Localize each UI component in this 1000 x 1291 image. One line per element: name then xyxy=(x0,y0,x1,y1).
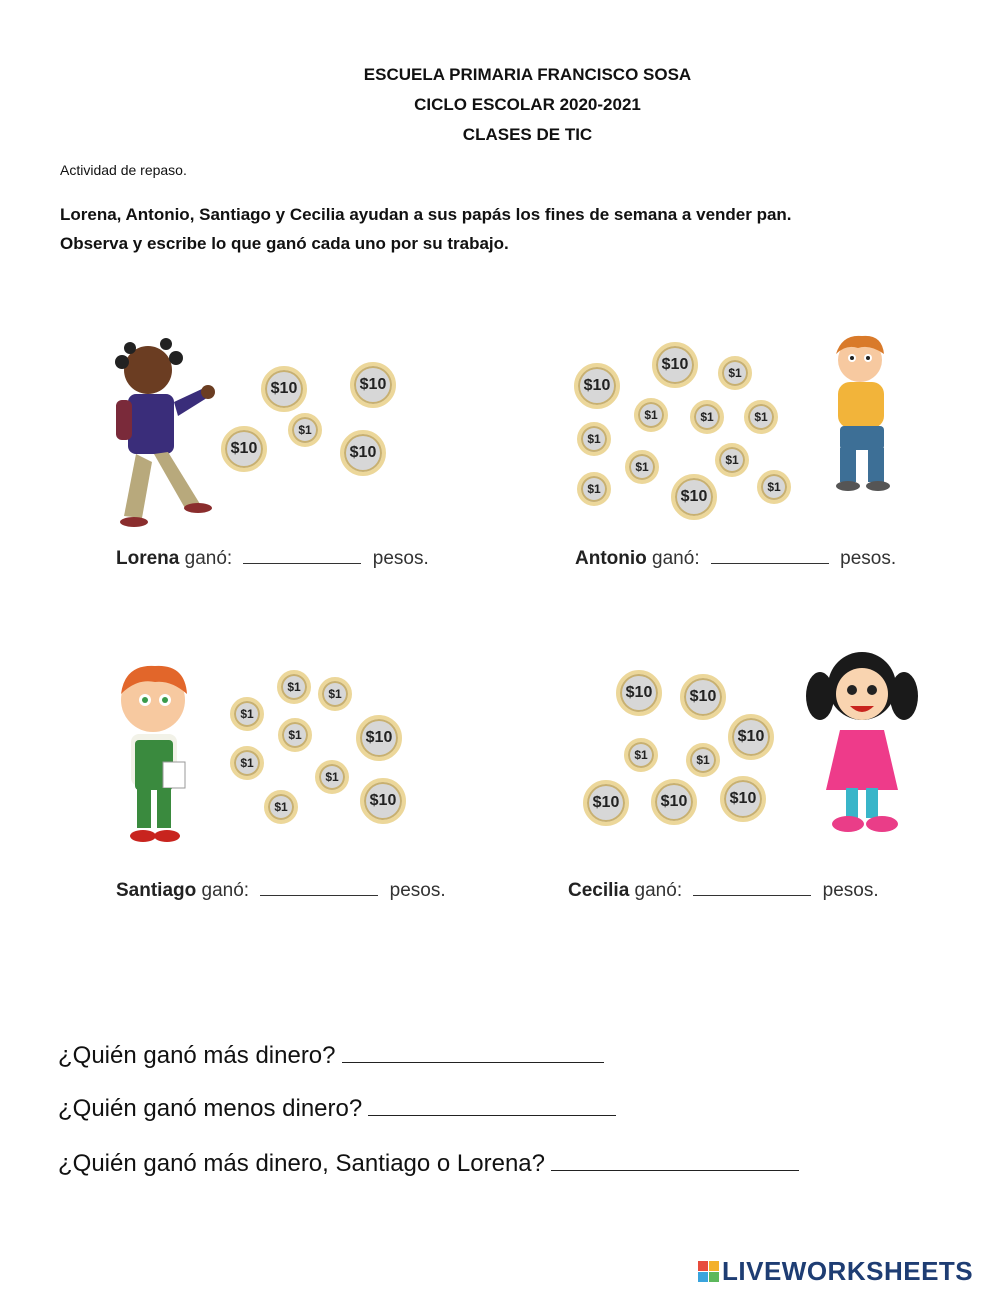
earned-word: ganó: xyxy=(184,548,233,569)
coin: $1 xyxy=(277,670,311,704)
coin: $10 xyxy=(261,366,307,412)
coin: $1 xyxy=(315,760,349,794)
answer-blank[interactable] xyxy=(260,894,378,896)
liveworksheets-logo xyxy=(698,1256,973,1287)
earned-word: ganó: xyxy=(201,880,250,901)
coin: $10 xyxy=(574,363,620,409)
question-text: ¿Quién ganó más dinero, Santiago o Lorena? xyxy=(58,1150,545,1177)
coin: $1 xyxy=(230,746,264,780)
answer-blank[interactable] xyxy=(693,894,811,896)
pesos-word: pesos. xyxy=(372,548,429,569)
coin: $10 xyxy=(651,779,697,825)
coin: $10 xyxy=(728,714,774,760)
coin: $1 xyxy=(318,677,352,711)
santiago-earned-line xyxy=(116,880,446,902)
coin: $1 xyxy=(625,450,659,484)
coin: $10 xyxy=(360,778,406,824)
coin: $1 xyxy=(577,422,611,456)
coin: $10 xyxy=(720,776,766,822)
coin: $1 xyxy=(624,738,658,772)
pesos-word: pesos. xyxy=(822,880,879,901)
kid-name: Lorena xyxy=(116,548,180,569)
coin: $1 xyxy=(686,743,720,777)
activity-label: Actividad de repaso. xyxy=(60,162,187,178)
class-name: CLASES DE TIC xyxy=(462,125,593,144)
question-text: ¿Quién ganó más dinero? xyxy=(58,1042,336,1069)
antonio-earned-line xyxy=(575,548,896,570)
coin: $1 xyxy=(757,470,791,504)
school-header xyxy=(0,60,1000,150)
pesos-word: pesos. xyxy=(840,548,897,569)
coin: $1 xyxy=(715,443,749,477)
coin: $1 xyxy=(288,413,322,447)
coin: $1 xyxy=(230,697,264,731)
instructions-line-2: Observa y escribe lo que ganó cada uno por su trabajo. xyxy=(60,234,509,253)
cecilia-illustration xyxy=(806,640,918,850)
lorena-illustration xyxy=(108,330,226,535)
earned-word: ganó: xyxy=(634,880,683,901)
pesos-word: pesos. xyxy=(389,880,446,901)
coin: $10 xyxy=(616,670,662,716)
coin: $1 xyxy=(634,398,668,432)
coin: $1 xyxy=(264,790,298,824)
instructions xyxy=(60,200,960,258)
question-santiago-or-lorena xyxy=(58,1150,799,1178)
question-least-money xyxy=(58,1095,616,1123)
coin: $1 xyxy=(577,472,611,506)
logo-mark-icon xyxy=(698,1261,719,1282)
coin: $10 xyxy=(652,342,698,388)
coin: $10 xyxy=(680,674,726,720)
coin: $10 xyxy=(340,430,386,476)
school-year: CICLO ESCOLAR 2020-2021 xyxy=(414,95,641,114)
answer-blank[interactable] xyxy=(711,562,829,564)
earned-word: ganó: xyxy=(652,548,700,569)
coin: $1 xyxy=(718,356,752,390)
coin: $10 xyxy=(671,474,717,520)
answer-blank[interactable] xyxy=(243,562,361,564)
question-most-money xyxy=(58,1042,604,1070)
kid-name: Santiago xyxy=(116,880,197,901)
coin: $1 xyxy=(278,718,312,752)
coin: $1 xyxy=(744,400,778,434)
coin: $10 xyxy=(221,426,267,472)
santiago-illustration xyxy=(105,658,205,863)
coin: $10 xyxy=(350,362,396,408)
answer-line[interactable] xyxy=(342,1061,604,1063)
answer-line[interactable] xyxy=(368,1114,616,1116)
kid-name: Cecilia xyxy=(568,880,630,901)
coin: $10 xyxy=(583,780,629,826)
cecilia-earned-line xyxy=(568,880,879,902)
coin: $1 xyxy=(690,400,724,434)
question-text: ¿Quién ganó menos dinero? xyxy=(58,1095,363,1122)
coin: $10 xyxy=(356,715,402,761)
instructions-line-1: Lorena, Antonio, Santiago y Cecilia ayudan a sus papás los fines de semana a vender pan. xyxy=(60,205,792,224)
antonio-illustration xyxy=(818,330,900,505)
kid-name: Antonio xyxy=(575,548,647,569)
logo-text: LIVEWORKSHEETS xyxy=(722,1256,974,1286)
answer-line[interactable] xyxy=(551,1169,799,1171)
school-name: ESCUELA PRIMARIA FRANCISCO SOSA xyxy=(363,65,692,84)
lorena-earned-line xyxy=(116,548,429,570)
